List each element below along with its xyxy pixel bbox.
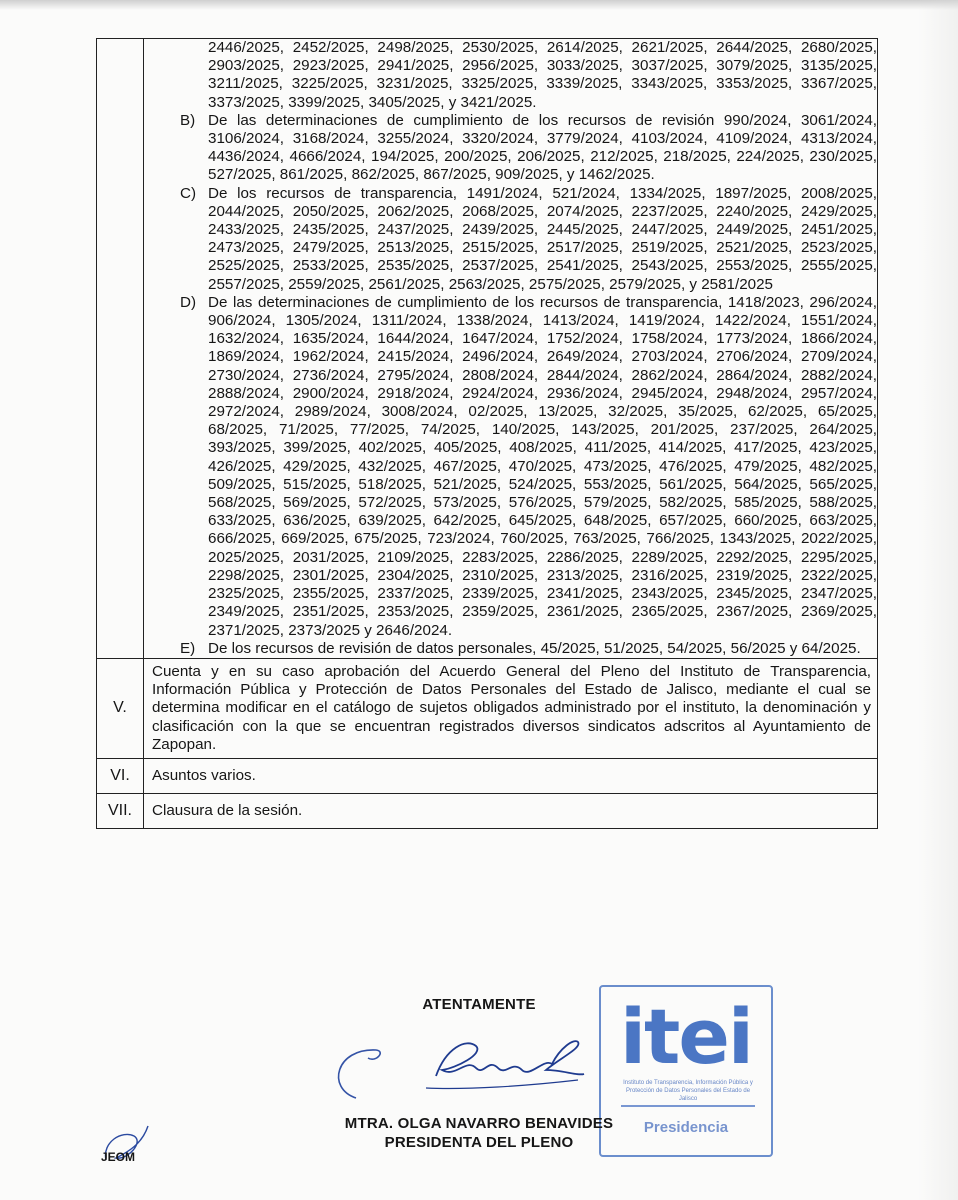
- stamp-small-text: Instituto de Transparencia, Información Pública y Protección de Datos Personales del Estado de Jalisco: [623, 1080, 753, 1102]
- subitem-text: 2446/2025, 2452/2025, 2498/2025, 2530/2025, 2614/2025, 2621/2025, 2644/2025, 2680/2025, 2903/2025, 2923/2025, 2941/2025, 2956/2025, 3033/2025, 3037/2025, 3079/2025, 3135/2025, 3211/2025, 3225/2025, 3231/2025, 3325/2025, 3339/2025, 3343/2025, 3353/2025, 3367/2025, 3373/2025, 3399/2025, 3405/2025, y 3421/2025.: [208, 39, 877, 111]
- stamp-divider: [621, 1105, 755, 1107]
- stamp-logo: itei: [620, 992, 752, 1081]
- closing-salutation: ATENTAMENTE: [422, 996, 536, 1013]
- agenda-row-number: VII.: [97, 794, 144, 829]
- subitem-text: De los recursos de revisión de datos personales, 45/2025, 51/2025, 54/2025, 56/2025 y 64/2025.: [208, 639, 861, 657]
- signer-name: MTRA. OLGA NAVARRO BENAVIDES: [344, 1115, 614, 1132]
- agenda-row-number: V.: [97, 658, 144, 758]
- scan-top-shadow: [0, 0, 958, 10]
- agenda-row-body: [144, 39, 878, 659]
- subitem-text: De las determinaciones de cumplimiento de los recursos de transparencia, 1418/2023, 296/2024, 906/2024, 1305/2024, 1311/2024, 1338/2024, 1413/2024, 1419/2024, 1422/2024, 1551/2024, 1632/2024, 1635/2024, 1644/2024, 1647/2024, 1752/2024, 1758/2024, 1773/2024, 1866/2024, 1869/2024, 1962/2024, 2415/2024, 2496/2024, 2649/2024, 2703/2024, 2706/2024, 2709/2024, 2730/2024, 2736/2024, 2795/2024, 2808/2024, 2844/2024, 2862/2024, 2864/2024, 2882/2024, 2888/2024, 2900/2024, 2918/2024, 2924/2024, 2936/2024, 2945/2024, 2948/2024, 2957/2024, 2972/2024, 2989/2024, 3008/2024, 02/2025, 13/2025, 32/2025, 35/2025, 62/2025, 65/2025, 68/2025, 71/2025, 77/2025, 74/2025, 140/2025, 143/2025, 201/2025, 237/2025, 264/2025, 393/2025, 399/2025, 402/2025, 405/2025, 408/2025, 411/2025, 414/2025, 417/2025, 423/2025, 426/2025, 429/2025, 432/2025, 467/2025, 470/2025, 473/2025, 476/2025, 479/2025, 482/2025, 509/2025, 515/2025, 518/2025, 521/2025, 524/2025, 553/2025, 561/2025, 564/2025, 565/2025, 568/2025, 569/2025, 572/2025, 573/2025, 576/2025, 579/2025, 582/2025, 585/2025, 588/2025, 633/2025, 636/2025, 639/2025, 642/2025, 645/2025, 648/2025, 657/2025, 660/2025, 663/2025, 666/2025, 669/2025, 675/2025, 723/2024, 760/2025, 763/2025, 766/2025, 1343/2025, 2022/2025, 2025/2025, 2031/2025, 2109/2025, 2283/2025, 2286/2025, 2289/2025, 2292/2025, 2295/2025, 2298/2025, 2301/2025, 2304/2025, 2310/2025, 2313/2025, 2316/2025, 2319/2025, 2322/2025, 2325/2025, 2355/2025, 2337/2025, 2339/2025, 2341/2025, 2343/2025, 2345/2025, 2347/2025, 2349/2025, 2351/2025, 2353/2025, 2359/2025, 2361/2025, 2365/2025, 2367/2025, 2369/2025, 2371/2025, 2373/2025 y 2646/2024.: [208, 293, 877, 639]
- subitem-e: [144, 640, 877, 658]
- agenda-row-vii: [97, 794, 878, 829]
- agenda-row-number: VI.: [97, 758, 144, 793]
- agenda-row-number: [97, 39, 144, 659]
- subitem-c: [144, 185, 877, 294]
- subitem-d: [144, 294, 877, 640]
- subitem-text: De los recursos de transparencia, 1491/2024, 521/2024, 1334/2025, 1897/2025, 2008/2025, 2044/2025, 2050/2025, 2062/2025, 2068/2025, 2074/2025, 2237/2025, 2240/2025, 2429/2025, 2433/2025, 2435/2025, 2437/2025, 2439/2025, 2445/2025, 2447/2025, 2449/2025, 2451/2025, 2473/2025, 2479/2025, 2513/2025, 2515/2025, 2517/2025, 2519/2025, 2521/2025, 2523/2025, 2525/2025, 2533/2025, 2535/2025, 2537/2025, 2541/2025, 2543/2025, 2553/2025, 2555/2025, 2557/2025, 2559/2025, 2561/2025, 2563/2025, 2575/2025, 2579/2025, y 2581/2025: [208, 184, 877, 293]
- scan-right-edge: [918, 0, 958, 1200]
- agenda-row-vi: [97, 758, 878, 793]
- agenda-row-v: [97, 658, 878, 758]
- subitem-letter: C): [180, 184, 197, 202]
- subitem-continuation: [144, 39, 877, 112]
- typist-initials: JEOM: [101, 1150, 136, 1164]
- agenda-table: [96, 38, 878, 829]
- subitem-text: De las determinaciones de cumplimiento de los recursos de revisión 990/2024, 3061/2024, 3106/2024, 3168/2024, 3255/2024, 3320/2024, 3779/2024, 4103/2024, 4109/2024, 4313/2024, 4436/2024, 4666/2024, 194/2025, 200/2025, 206/2025, 212/2025, 218/2025, 224/2025, 230/2025, 527/2025, 861/2025, 862/2025, 867/2025, 909/2025, y 1462/2025.: [208, 111, 877, 184]
- subitem-letter: B): [180, 111, 196, 129]
- agenda-row-text: Clausura de la sesión.: [144, 794, 878, 829]
- subitem-b: [144, 112, 877, 185]
- signer-position: PRESIDENTA DEL PLENO: [384, 1134, 574, 1151]
- agenda-row-text: Asuntos varios.: [144, 758, 878, 793]
- agenda-row-text: Cuenta y en su caso aprobación del Acuerdo General del Pleno del Instituto de Transparencia, Información Pública y Protección de Datos Personales del Estado de Jalisco, mediante el cual se determina modificar en el catálogo de sujetos obligados administrado por el instituto, la denominación y clasificación con la que se encuentran registrados diversos sindicatos adscritos al Ayuntamiento de Zapopan.: [144, 658, 878, 758]
- initials-scribble: [98, 1122, 158, 1172]
- handwritten-signature: [316, 1028, 586, 1108]
- subitem-letter: D): [180, 293, 197, 311]
- agenda-row-iv-continuation: [97, 39, 878, 659]
- stamp-office: Presidencia: [643, 1119, 729, 1136]
- subitem-letter: E): [180, 639, 196, 657]
